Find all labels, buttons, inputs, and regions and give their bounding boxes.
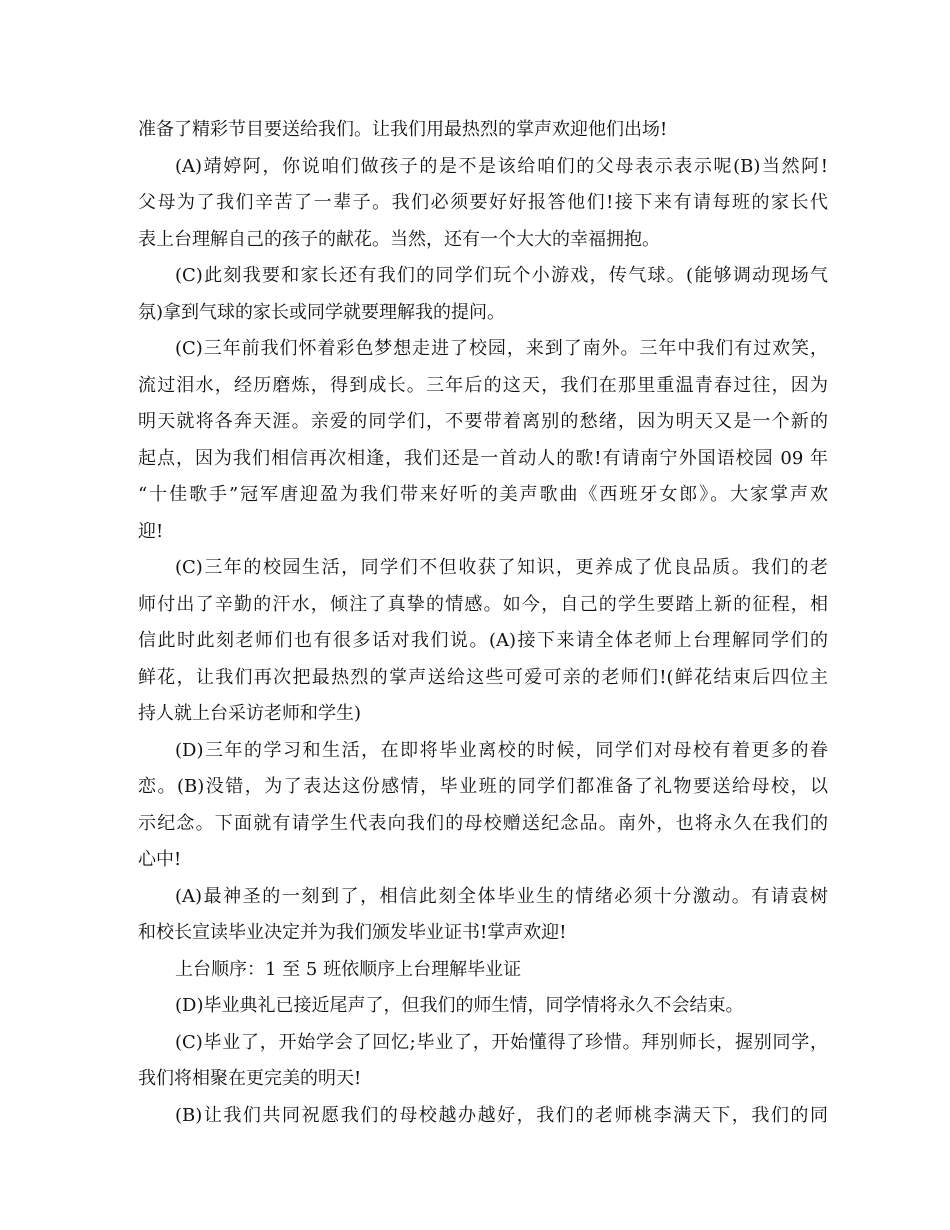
text-line: 心中! [138,849,182,870]
text-line: (D)三年的学习和生活，在即将毕业离校的时候，同学们对母校有着更多的眷 [175,739,828,761]
text-line: (A)靖婷阿，你说咱们做孩子的是不是该给咱们的父母表示表示呢(B)当然阿! [175,155,828,177]
text-line: (A)最神圣的一刻到了，相信此刻全体毕业生的情绪必须十分激动。有请袁树 [175,885,828,907]
text-line: (C)三年前我们怀着彩色梦想走进了校园，来到了南外。三年中我们有过欢笑， [175,338,828,359]
text-line: (D)毕业典礼已接近尾声了，但我们的师生情，同学情将永久不会结束。 [175,995,744,1016]
text-line: 鲜花，让我们再次把最热烈的掌声送给这些可爱可亲的老师们!(鲜花结束后四位主 [138,666,828,688]
text-line: 上台顺序：1 至 5 班依顺序上台理解毕业证 [175,958,522,980]
text-line: 示纪念。下面就有请学生代表向我们的母校赠送纪念品。南外，也将永久在我们的 [138,812,828,834]
text-line: 流过泪水，经历磨炼，得到成长。三年后的这天，我们在那里重温青春过往，因为 [138,374,828,396]
document-body [138,112,828,1134]
text-line: 表上台理解自己的孩子的献花。当然，还有一个大大的幸福拥抱。 [138,228,660,250]
text-line: 信此时此刻老师们也有很多话对我们说。(A)接下来请全体老师上台理解同学们的 [138,630,828,651]
text-line: (C)三年的校园生活，同学们不但收获了知识，更养成了优良品质。我们的老 [175,557,828,578]
text-line: 师付出了辛勤的汗水，倾注了真挚的情感。如今，自己的学生要踏上新的征程，相 [138,593,828,615]
text-line: 迎! [138,520,164,542]
text-line: 氛)拿到气球的家长或同学就要理解我的提问。 [138,301,506,323]
text-line: 父母为了我们辛苦了一辈子。我们必须要好好报答他们!接下来有请每班的家长代 [138,192,828,213]
text-line: (B)让我们共同祝愿我们的母校越办越好，我们的老师桃李满天下，我们的同 [175,1104,828,1126]
text-line: “十佳歌手”冠军唐迎盈为我们带来好听的美声歌曲《西班牙女郎》。大家掌声欢 [138,484,828,505]
text-line: 我们将相聚在更完美的明天! [138,1068,362,1089]
text-line: 和校长宣读毕业决定并为我们颁发毕业证书!掌声欢迎! [138,922,567,943]
text-line: 准备了精彩节目要送给我们。让我们用最热烈的掌声欢迎他们出场! [138,119,668,140]
text-line: (C)毕业了，开始学会了回忆;毕业了，开始懂得了珍惜。拜别师长，握别同学， [175,1031,828,1053]
text-line: 明天就将各奔天涯。亲爱的同学们，不要带着离别的愁绪，因为明天又是一个新的 [138,411,828,432]
text-line: (C)此刻我要和家长还有我们的同学们玩个小游戏，传气球。(能够调动现场气 [175,265,828,286]
text-line: 恋。(B)没错，为了表达这份感情，毕业班的同学们都准备了礼物要送给母校，以 [138,776,828,797]
text-line: 起点，因为我们相信再次相逢，我们还是一首动人的歌!有请南宁外国语校园 09 年 [138,447,828,469]
text-line: 持人就上台采访老师和学生) [138,703,362,724]
